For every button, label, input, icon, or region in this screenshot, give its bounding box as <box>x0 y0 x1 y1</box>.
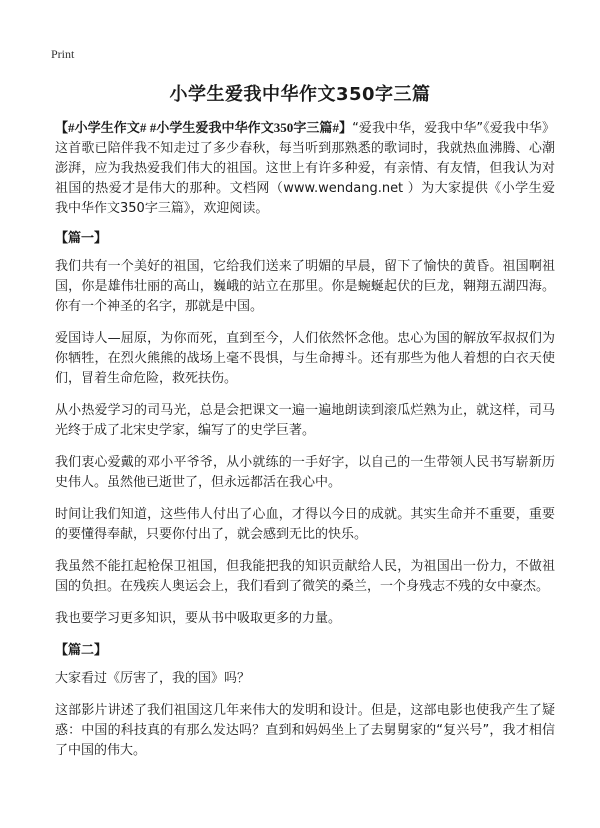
paragraph: 时间让我们知道，这些伟人付出了心血，才得以今日的成就。其实生命并不重要，重要的要懂得奉献，只要你付出了，就会感到无比的快乐。 <box>55 507 555 542</box>
paragraph: 我们共有一个美好的祖国，它给我们送来了明媚的早晨，留下了愉快的黄昏。祖国啊祖国，你是雄伟壮丽的高山，巍峨的站立在那里。你是蜿蜒起伏的巨龙，翱翔五湖四海。你有一个神圣的名字，那就是中国。 <box>55 259 555 314</box>
section-heading-1: 【篇一】 <box>55 231 108 246</box>
paragraph: 爱国诗人—屈原，为你而死，直到至今，人们依然怀念他。忠心为国的解放军叔叔们为你牺牲，在烈火熊熊的战场上毫不畏惧，与生命搏斗。还有那些为他人着想的白衣天使们，冒着生命危险，救死扶伤。 <box>55 331 555 386</box>
paragraph: 我虽然不能扛起枪保卫祖国，但我能把我的知识贡献给人民，为祖国出一份力，不做祖国的负担。在残疾人奥运会上，我们看到了微笑的桑兰，一个身残志不残的女中豪杰。 <box>55 559 555 594</box>
page-title: 小学生爱我中华作文350字三篇 <box>169 84 431 105</box>
paragraph: 从小热爱学习的司马光，总是会把课文一遍一遍地朗读到滚瓜烂熟为止，就这样，司马光终于成了北宋史学家，编写了的史学巨著。 <box>55 403 555 438</box>
intro-tag: 【#小学生作文# #小学生爱我中华作文350字三篇#】 <box>55 120 353 135</box>
paragraph: 这部影片讲述了我们祖国这几年来伟大的发明和设计。但是，这部电影也使我产生了疑惑：中国的科技真的有那么发达吗？直到和妈妈坐上了去舅舅家的“复兴号”，我才相信了中国的伟大。 <box>55 703 555 758</box>
paragraph: 大家看过《厉害了，我的国》吗？ <box>55 671 251 686</box>
section-heading-2: 【篇二】 <box>55 643 108 658</box>
article-body <box>55 118 555 773</box>
intro-text: “爱我中华，爱我中华”《爱我中华》这首歌已陪伴我不知走过了多少春秋，每当听到那熟悉的歌词时，我就热血沸腾、心潮澎湃，应为我热爱我们伟大的祖国。这世上有许多种爱，有亲情、有友情，但我认为对祖国的热爱才是伟大的那种。文档网（www.wendang.net ）为大家提供《小学生爱我中华作文350字三篇》，欢迎阅读。 <box>55 121 555 216</box>
paragraph: 我也要学习更多知识，要从书中吸取更多的力量。 <box>55 611 342 626</box>
paragraph: 我们衷心爱戴的邓小平爷爷，从小就练的一手好字，以自己的一生带领人民书写崭新历史伟人。虽然他已逝世了，但永远都活在我心中。 <box>55 455 555 490</box>
print-link[interactable]: Print <box>51 47 75 61</box>
intro-paragraph <box>55 118 555 219</box>
